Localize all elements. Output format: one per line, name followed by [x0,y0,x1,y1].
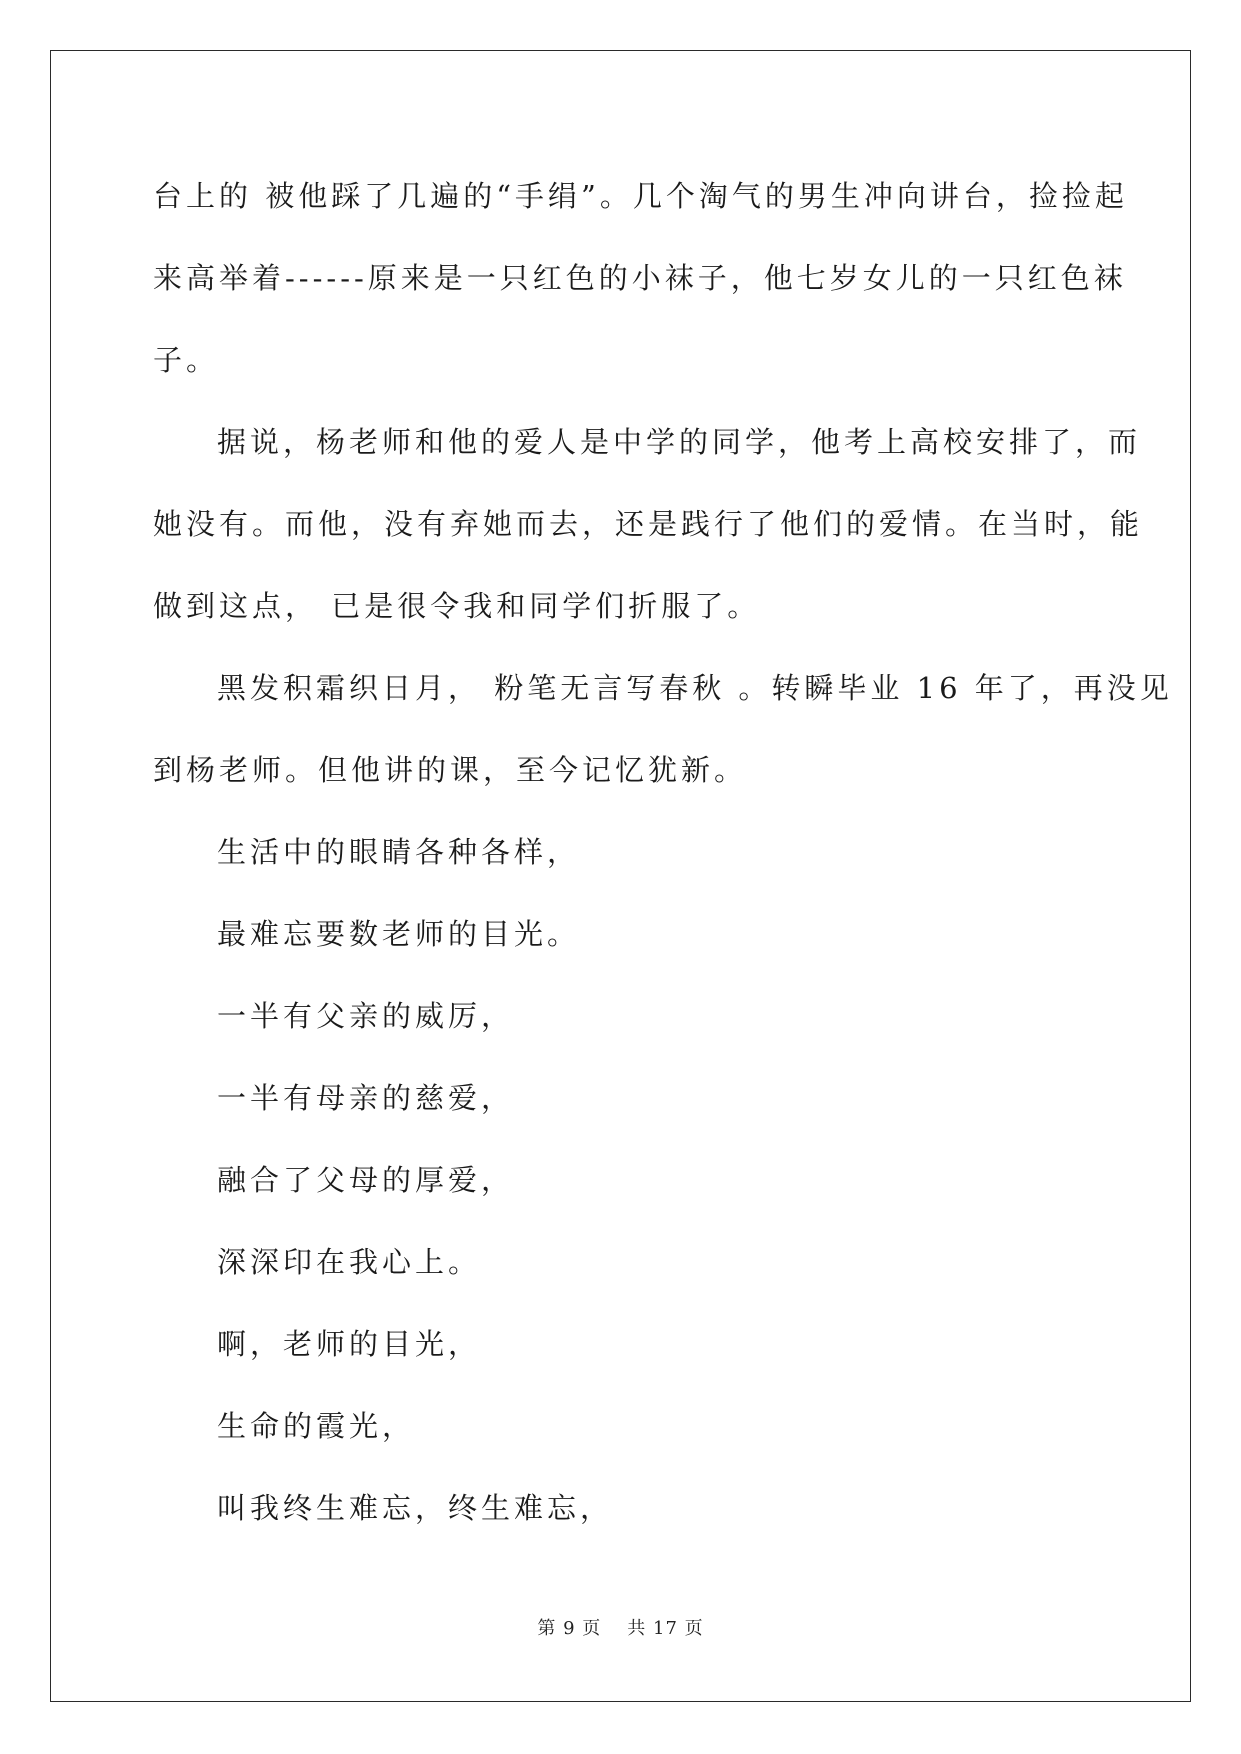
poem-line: 最难忘要数老师的目光。 [217,917,581,951]
paragraph-3-line-2: 到杨老师。但他讲的课，至今记忆犹新。 [153,753,748,787]
document-body [153,155,1173,1549]
paragraph-3-line-1: 黑发积霜织日月， 粉笔无言写春秋 。转瞬毕业 16 年了，再没见 [217,671,1173,705]
poem-line: 深深印在我心上。 [217,1245,482,1279]
paragraph-2-line-1: 据说，杨老师和他的爱人是中学的同学，他考上高校安排了，而 [217,425,1142,459]
paragraph-1-line-2: 来高举着------原来是一只红色的小袜子，他七岁女儿的一只红色袜 [153,261,1127,295]
page-number: 第 9 页 [537,1618,602,1639]
poem-line: 生命的霞光， [217,1409,416,1443]
page-total: 共 17 页 [627,1618,704,1639]
paragraph-1-line-1: 台上的 被他踩了几遍的“手绢”。几个淘气的男生冲向讲台，捡捡起 [153,179,1128,213]
poem-line: 一半有父亲的威厉， [217,999,515,1033]
paragraph-2-line-2: 她没有。而他，没有弃她而去，还是践行了他们的爱情。在当时，能 [153,507,1144,541]
poem-line: 啊，老师的目光， [217,1327,482,1361]
poem-line: 叫我终生难忘，终生难忘， [217,1491,614,1525]
paragraph-2-line-3: 做到这点， 已是很令我和同学们折服了。 [153,589,761,623]
poem-line: 生活中的眼睛各种各样， [217,835,581,869]
page-footer [0,1614,1241,1640]
paragraph-1-line-3: 子。 [153,343,220,377]
poem-line: 一半有母亲的慈爱， [217,1081,515,1115]
poem-line: 融合了父母的厚爱， [217,1163,515,1197]
